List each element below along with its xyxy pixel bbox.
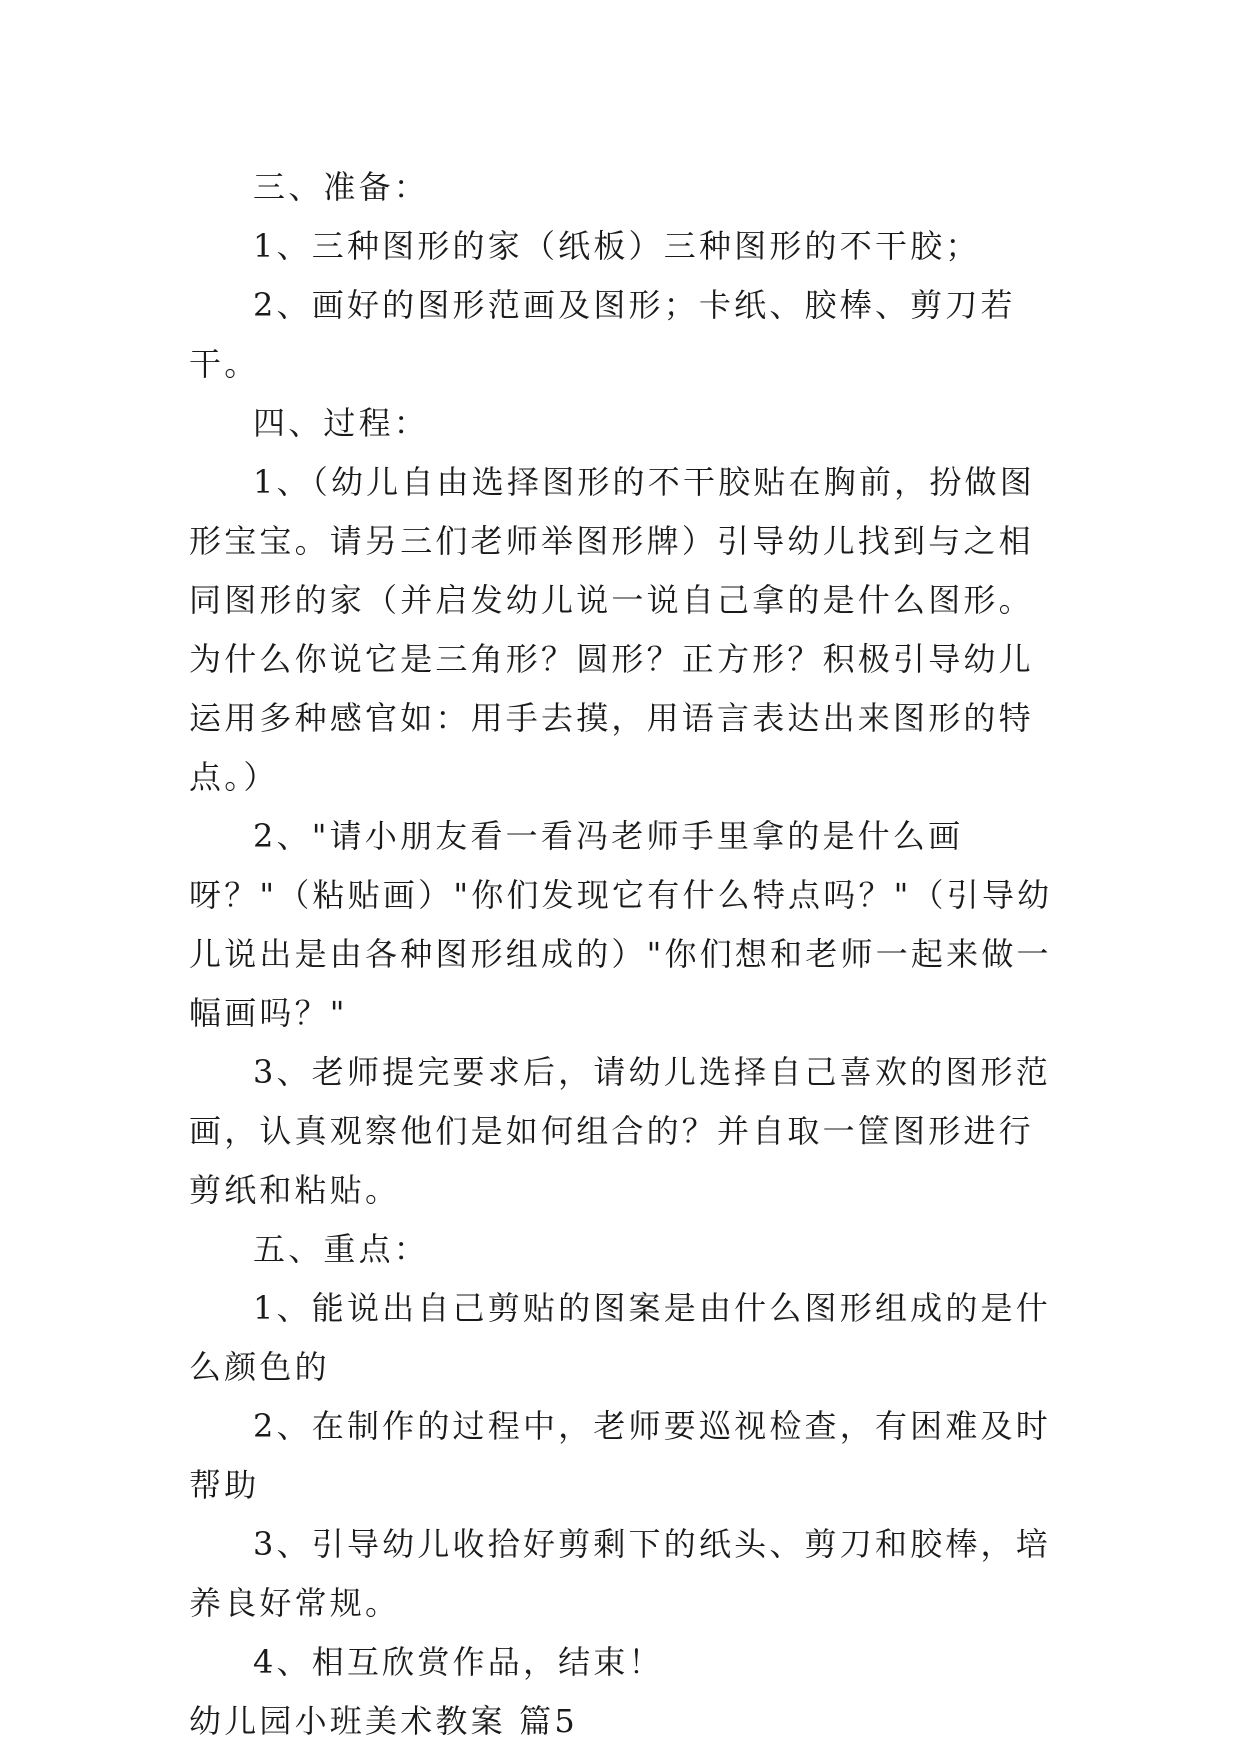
paragraph: 1、三种图形的家（纸板）三种图形的不干胶； [253, 227, 981, 265]
paragraph: 3、引导幼儿收拾好剪剩下的纸头、剪刀和胶棒，培养良好常规。 [189, 1525, 1051, 1622]
section-heading: 幼儿园小班美术教案 篇5 [189, 1702, 578, 1740]
paragraph-heading-process: 四、过程： [253, 404, 430, 442]
paragraph-heading-key-points: 五、重点： [253, 1230, 430, 1268]
paragraph: 4、相互欣赏作品，结束！ [253, 1643, 664, 1681]
document-body [189, 158, 1054, 1751]
paragraph: 3、老师提完要求后，请幼儿选择自己喜欢的图形范画，认真观察他们是如何组合的？并自取一筐图形进行剪纸和粘贴。 [189, 1053, 1051, 1209]
paragraph: 2、在制作的过程中，老师要巡视检查，有困难及时帮助 [189, 1407, 1051, 1504]
paragraph: 2、画好的图形范画及图形；卡纸、胶棒、剪刀若干。 [189, 286, 1016, 383]
paragraph: 1、（幼儿自由选择图形的不干胶贴在胸前，扮做图形宝宝。请另三们老师举图形牌）引导幼儿找到与之相同图形的家（并启发幼儿说一说自己拿的是什么图形。为什么你说它是三角形？圆形？正方形？积极引导幼儿运用多种感官如：用手去摸，用语言表达出来图形的特点。） [189, 463, 1035, 796]
paragraph: 2、"请小朋友看一看冯老师手里拿的是什么画呀？"（粘贴画）"你们发现它有什么特点吗？"（引导幼儿说出是由各种图形组成的）"你们想和老师一起来做一幅画吗？" [189, 817, 1053, 1032]
paragraph: 1、能说出自己剪贴的图案是由什么图形组成的是什么颜色的 [189, 1289, 1051, 1386]
paragraph-heading-preparation: 三、准备： [253, 168, 430, 206]
